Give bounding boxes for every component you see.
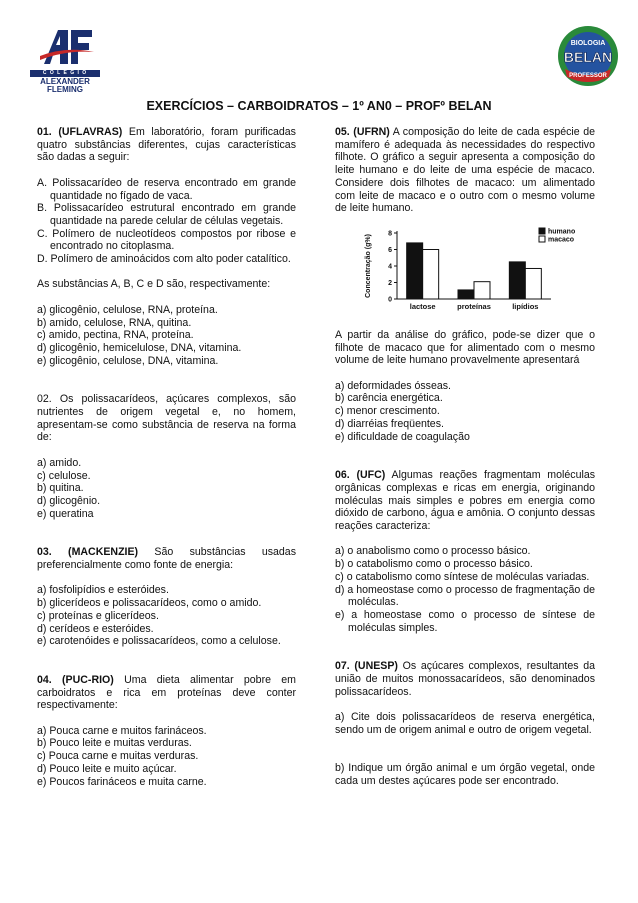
- y-tick-label: 8: [388, 230, 392, 238]
- question-01-option: b) amido, celulose, RNA, quitina.: [37, 316, 192, 329]
- question-07-part-a: a) Cite dois polissacarídeos de reserva energética, sendo um de origem animal e outro de origem vegetal.: [335, 711, 595, 736]
- question-03-statement: [37, 546, 296, 571]
- question-01-item-d: D. Polímero de aminoácidos com alto poder catalítico.: [37, 253, 291, 266]
- question-01-option: a) glicogênio, celulose, RNA, proteína.: [37, 303, 218, 316]
- question-01-number: 01. (UFLAVRAS): [37, 126, 123, 138]
- question-05-text: A composição do leite de cada espécie de mamífero é adequada às necessidades do respectivo filhote. O gráfico a seguir apresenta a composição do leite humano e do leite de uma espécie de macaco. Considere dois filhotes de macaco: um alimentado com leite de macaco e o outro com o mesmo volume de leite humano.: [335, 126, 595, 215]
- bar-macaco-lactose: [423, 249, 439, 299]
- question-01-option: e) glicogênio, celulose, DNA, vitamina.: [37, 354, 219, 367]
- question-03-option: d) cerídeos e esteróides.: [37, 622, 154, 635]
- y-tick-label: 6: [388, 246, 392, 254]
- x-category-label: lactose: [409, 301, 436, 311]
- belan-logo-middle: BELAN: [563, 49, 613, 65]
- question-07-text: Os açúcares complexos, resultantes da união de muitos monossacarídeos, são denominados polissacarídeos.: [335, 660, 595, 698]
- question-03-option: b) glicerídeos e polissacarídeos, como o amido.: [37, 597, 262, 610]
- question-02-option: b) quitina.: [37, 482, 84, 495]
- question-02-option: d) glicogênio.: [37, 494, 101, 507]
- legend-label: humano: [548, 228, 576, 236]
- question-02-option: a) amido.: [37, 456, 82, 469]
- school-logo-colegio: C O L É G I O: [30, 70, 100, 77]
- question-02-statement: 02. Os polissacarídeos, açúcares complexos, são nutrientes de origem vegetal e, no homem, apresentam-se como substância de reserva na forma de:: [37, 393, 296, 444]
- question-01: [37, 126, 296, 367]
- belan-logo: [557, 25, 619, 87]
- question-07-statement: [335, 660, 595, 698]
- question-07: [335, 660, 595, 787]
- belan-logo-bottom: PROFESSOR: [569, 73, 607, 79]
- y-tick-label: 2: [388, 279, 392, 287]
- left-column: [37, 126, 296, 814]
- question-06-statement: [335, 469, 595, 533]
- question-06-number: 06. (UFC): [335, 469, 386, 482]
- belan-badge-icon: [557, 25, 619, 87]
- question-01-item-b: B. Polissacarídeo estrutural encontrado em grande quantidade na parede celular de células vegetais.: [37, 202, 296, 227]
- question-05-after-chart: A partir da análise do gráfico, pode-se dizer que o filhote de macaco que for alimentado com o mesmo volume de leite humano provavelmente apresentará: [335, 328, 595, 367]
- question-03-option: e) carotenóides e polissacarídeos, como a celulose.: [37, 635, 281, 648]
- legend-label: macaco: [548, 236, 575, 244]
- question-05: [335, 126, 595, 443]
- question-02-option: e) queratina: [37, 507, 94, 520]
- question-03-text: São substâncias usadas preferencialmente como fonte de energia:: [37, 546, 296, 572]
- school-logo: [30, 26, 100, 92]
- x-category-label: proteínas: [457, 301, 491, 311]
- bar-humano-lactose: [407, 243, 423, 299]
- right-column: [335, 126, 595, 813]
- page-title: EXERCÍCIOS – CARBOIDRATOS – 1º AN0 – PROFº BELAN: [146, 99, 492, 113]
- milk-composition-chart: [363, 225, 593, 317]
- question-05-option: b) carência energética.: [335, 392, 443, 405]
- question-01-text: Em laboratório, foram purificadas quatro substâncias diferentes, cujas características são dadas a seguir:: [37, 126, 296, 164]
- question-03-number: 03. (MACKENZIE): [37, 546, 139, 559]
- question-04-option: d) Pouco leite e muito açúcar.: [37, 762, 177, 775]
- question-06: [335, 469, 595, 634]
- question-01-option: c) amido, pectina, RNA, proteína.: [37, 329, 194, 342]
- bar-humano-proteínas: [458, 290, 474, 299]
- question-06-option: e) a homeostase como o processo de síntese de moléculas simples.: [335, 608, 595, 634]
- question-05-statement: [335, 126, 595, 215]
- question-04-text: Uma dieta alimentar pobre em carboidratos e rica em proteínas deve conter respectivamente:: [37, 673, 296, 712]
- school-logo-name2: FLEMING: [47, 85, 83, 94]
- question-01-item-c: C. Polímero de nucleotídeos compostos por ribose e encontrado no citoplasma.: [37, 227, 296, 253]
- question-03-option: a) fosfolipídios e esteróides.: [37, 584, 169, 597]
- question-04-option: b) Pouco leite e muitas verduras.: [37, 737, 192, 750]
- question-04-option: a) Pouca carne e muitos farináceos.: [37, 724, 207, 737]
- legend-swatch: [539, 236, 545, 242]
- question-04-statement: [37, 674, 296, 712]
- question-06-option: c) o catabolismo como síntese de moléculas variadas.: [335, 570, 590, 583]
- question-02: [37, 393, 296, 520]
- legend-swatch: [539, 228, 545, 234]
- question-01-item-a: A. Polissacarídeo de reserva encontrado em grande quantidade no fígado de vaca.: [37, 176, 296, 202]
- question-07-number: 07. (UNESP): [335, 660, 398, 673]
- question-04-number: 04. (PUC-RIO): [37, 673, 114, 686]
- question-04-option: e) Poucos farináceos e muita carne.: [37, 775, 207, 788]
- y-tick-label: 0: [388, 296, 392, 304]
- question-01-option: d) glicogênio, hemicelulose, DNA, vitamina.: [37, 341, 242, 354]
- bar-macaco-lipídios: [525, 268, 541, 299]
- chart-canvas: [363, 225, 593, 317]
- question-05-option: c) menor crescimento.: [335, 405, 440, 418]
- bar-humano-lipídios: [509, 262, 525, 299]
- question-05-option: d) diarréias freqüentes.: [335, 417, 444, 430]
- question-04: [37, 674, 296, 788]
- question-05-option: e) dificuldade de coagulação: [335, 430, 470, 443]
- question-06-option: a) o anabolismo como o processo básico.: [335, 545, 531, 558]
- question-04-option: c) Pouca carne e muitas verduras.: [37, 750, 199, 763]
- question-06-text: Algumas reações fragmentam moléculas orgânicas complexas e ricas em energia, originando moléculas mais simples e pobres em energia como dióxido de carbono, água e amônia. O conjunto dessas reações caracteriza:: [335, 469, 596, 533]
- y-axis-label: Concentração (g%): [365, 234, 372, 298]
- question-05-option: a) deformidades ósseas.: [335, 379, 452, 392]
- x-category-label: lipídios: [512, 301, 539, 311]
- question-05-number: 05. (UFRN): [335, 126, 390, 138]
- school-logo-name1: ALEXANDER: [40, 77, 90, 86]
- question-01-statement: [37, 126, 296, 164]
- question-07-part-b: b) Indique um órgão animal e um órgão vegetal, onde cada um destes açúcares pode ser encontrado.: [335, 761, 595, 787]
- question-06-option: d) a homeostase como o processo de fragmentação de moléculas.: [335, 583, 595, 609]
- question-03-option: c) proteínas e glicerídeos.: [37, 609, 159, 622]
- question-03: [37, 546, 296, 648]
- question-01-prompt: As substâncias A, B, C e D são, respectivamente:: [37, 278, 271, 291]
- school-logo-icon: [38, 26, 94, 66]
- question-06-option: b) o catabolismo como o processo básico.: [335, 558, 533, 571]
- bar-macaco-proteínas: [474, 282, 490, 299]
- belan-logo-top: BIOLOGIA: [570, 40, 606, 47]
- y-tick-label: 4: [388, 263, 392, 271]
- question-02-option: c) celulose.: [37, 469, 91, 482]
